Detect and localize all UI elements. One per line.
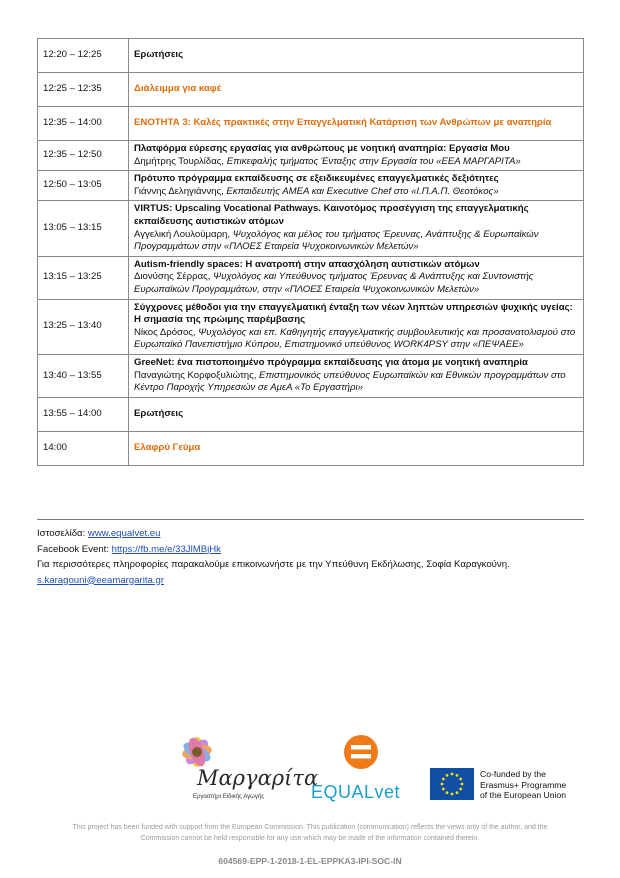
eu-star: [451, 773, 454, 776]
agenda-row: [38, 73, 584, 107]
website-label: Ιστοσελίδα:: [37, 528, 88, 539]
agenda-row: [38, 201, 584, 256]
agenda-row: [38, 299, 584, 354]
agenda-row: [38, 431, 584, 465]
facebook-link[interactable]: https://fb.me/e/33JlMBjHk: [111, 543, 221, 555]
agenda-description: [134, 327, 578, 352]
equalvet-vet: vet: [374, 782, 401, 802]
agenda-item: [129, 171, 584, 201]
agenda-row: [38, 397, 584, 431]
project-id: 604569-EPP-1-2018-1-EL-EPPKA3-IPI-SOC-IN: [218, 856, 402, 866]
logos-row: [0, 728, 620, 818]
email-link[interactable]: s.karagouni@eeamargarita.gr: [37, 574, 165, 586]
facebook-label: Facebook Event:: [37, 543, 112, 555]
agenda-time: 13:25 – 13:40: [38, 299, 129, 354]
agenda-item: [129, 73, 584, 107]
eu-line-3: of the European Union: [480, 790, 567, 800]
agenda-title: Πρότυπο πρόγραμμα εκπαίδευσης σε εξειδικευμένες επαγγελματικές δεξιότητες: [134, 173, 499, 185]
eu-stars-icon: [430, 768, 474, 800]
agenda-time: 12:25 – 12:35: [38, 73, 129, 107]
agenda-item: [129, 397, 584, 431]
email-line: [37, 573, 584, 589]
eu-star: [441, 783, 444, 786]
eu-flag-icon: [430, 768, 474, 800]
section-divider: [37, 519, 584, 520]
eu-star: [459, 778, 462, 781]
agenda-time: 12:35 – 12:50: [38, 141, 129, 171]
agenda-time: 13:55 – 14:00: [38, 397, 129, 431]
eu-star: [446, 791, 449, 794]
agenda-role: Εκπαιδευτής ΑΜΕΑ και Executive Chef στο «Ι.Π.Α.Π. Θεοτόκος»: [223, 185, 499, 197]
agenda-speaker: Δημήτρης Τουρλίδας,: [134, 155, 225, 167]
agenda-item: [129, 299, 584, 354]
website-link[interactable]: www.equalvet.eu: [87, 528, 161, 539]
eu-cofunded-logo: [430, 768, 580, 802]
agenda-item: [129, 141, 584, 171]
contact-block: [37, 526, 584, 588]
eu-star: [456, 791, 459, 794]
agenda-time: 12:35 – 14:00: [38, 107, 129, 141]
agenda-item: [129, 39, 584, 73]
equalvet-wordmark: [311, 782, 400, 803]
agenda-time: 13:40 – 13:55: [38, 354, 129, 397]
disclaimer-text: This project has been funded with support from the European Commission. This publication (communication) reflects the views only of the author, and the Commission cannot be held responsible for any use which may be made of the information contained therein.: [72, 824, 548, 842]
agenda-item: [129, 201, 584, 256]
agenda-time: 14:00: [38, 431, 129, 465]
agenda-time: 13:05 – 13:15: [38, 201, 129, 256]
agenda-role: Ψυχολόγος και μέλος του τμήματος Έρευνας, Ανάπτυξης & Ευρωπαϊκών Προγραμμάτων στην «ΠΛΟΕΣ Εταιρεία Ψυχοκοινωνικών Μελετών»: [134, 228, 539, 253]
equalvet-equal: EQUAL: [311, 782, 375, 802]
agenda-time: 12:50 – 13:05: [38, 171, 129, 201]
facebook-line: [37, 542, 584, 558]
agenda-speaker: Αγγελική Λουλούμαρη,: [134, 228, 231, 240]
eu-star: [459, 788, 462, 791]
eu-star: [451, 793, 454, 796]
eu-line-2: Erasmus+ Programme: [480, 779, 567, 790]
agenda-title: Πλατφόρμα εύρεσης εργασίας για ανθρώπους με νοητική αναπηρία: Εργασία Μου: [134, 143, 510, 154]
agenda-description: [134, 156, 578, 169]
agenda-table: [37, 38, 584, 466]
margarita-name: Μαργαρίτα: [197, 766, 319, 790]
agenda-title: Autism-friendly spaces: Η ανατροπή στην απασχόληση αυτιστικών ατόμων: [134, 258, 480, 270]
agenda-item: [129, 431, 584, 465]
equal-sign-icon: [343, 734, 379, 770]
eu-text: [480, 769, 566, 801]
agenda-title: Διάλειμμα για καφέ: [134, 83, 221, 95]
agenda-time: 13:15 – 13:25: [38, 256, 129, 299]
agenda-row: [38, 141, 584, 171]
agenda-role: Ψυχολόγος και Υπεύθυνος τμήματος Έρευνας & Ανάπτυξης και Συντονιστής Ευρωπαϊκών Προγραμμάτων, στην «ΠΛΟΕΣ Εταιρεία Ψυχοκοινωνικών Μελετών»: [134, 271, 534, 295]
agenda-title: Ερωτήσεις: [134, 49, 184, 61]
eu-line-1: Co-funded by the: [480, 769, 546, 779]
agenda-description: [134, 186, 578, 199]
equalvet-logo: [307, 730, 417, 810]
margarita-subtitle: Εργαστήρι Ειδικής Αγωγής: [193, 794, 265, 800]
agenda-role: Επιστημονικός υπεύθυνος Ευρωπαϊκών και Εθνικών προγραμμάτων στο Κέντρο Παροχής Υπηρεσιών σε ΑμεΑ «Το Εργαστήρι»: [134, 369, 566, 394]
agenda-role: Ψυχολόγος και επ. Καθηγητής επαγγελματικής συμβουλευτικής και προσανατολισμού στο Ευρωπαϊκό Πανεπιστήμιο Κύπρου, Επιστημονικό υπεύθυνος WORK4PSY στην «ΠΕΨΑΕΕ»: [134, 326, 576, 351]
agenda-title: VIRTUS: Upscaling Vocational Pathways. Καινοτόμος προσέγγιση της επαγγελματικής εκπαίδευσης αυτιστικών ατόμων: [134, 203, 529, 227]
agenda-row: [38, 107, 584, 141]
agenda-time: 12:20 – 12:25: [38, 39, 129, 73]
agenda-speaker: Νίκος Δρόσος,: [134, 326, 196, 338]
agenda-row: [38, 256, 584, 299]
agenda-title: Ερωτήσεις: [134, 407, 184, 419]
website-line: [37, 526, 584, 542]
agenda-row: [38, 171, 584, 201]
eu-star: [446, 774, 449, 777]
agenda-speaker: Διονύσης Σέρρας,: [134, 271, 211, 283]
margarita-logo: [165, 730, 319, 818]
agenda-row: [38, 354, 584, 397]
eu-star: [456, 774, 459, 777]
eu-star: [442, 778, 445, 781]
eu-star: [442, 788, 445, 791]
agenda-description: [134, 229, 578, 254]
agenda-speaker: Γιάννης Δεληγιάννης,: [134, 185, 224, 197]
eu-star: [461, 783, 464, 786]
agenda-speaker: Παναγιώτης Κορφοξυλιώτης,: [134, 369, 257, 381]
agenda-item: [129, 354, 584, 397]
agenda-title: ΕΝΟΤΗΤΑ 3: Καλές πρακτικές στην Επαγγελματική Κατάρτιση των Ανθρώπων με αναπηρία: [134, 117, 552, 129]
agenda-title: GreeNet: ένα πιστοποιημένο πρόγραμμα εκπαίδευσης για άτομα με νοητική αναπηρία: [134, 356, 528, 368]
agenda-role: Επικεφαλής τμήματος Ένταξης στην Εργασία του «ΕΕΑ ΜΑΡΓΑΡΙΤΑ»: [224, 155, 521, 167]
agenda-title: Σύγχρονες μέθοδοι για την επαγγελματική ένταξη των νέων ληπτών υπηρεσιών ψυχικής υγείας: Η σημασία της πρώιμης παρέμβασης: [134, 301, 573, 326]
agenda-item: [129, 107, 584, 141]
agenda-row: [38, 39, 584, 73]
agenda-item: [129, 256, 584, 299]
agenda-description: [134, 271, 578, 296]
info-text: Για περισσότερες πληροφορίες παρακαλούμε επικοινωνήστε με την Υπεύθυνη Εκδήλωσης, Σοφία Καραγκούνη.: [37, 559, 510, 570]
agenda-title: Ελαφρύ Γεύμα: [134, 441, 201, 453]
agenda-description: [134, 370, 578, 395]
